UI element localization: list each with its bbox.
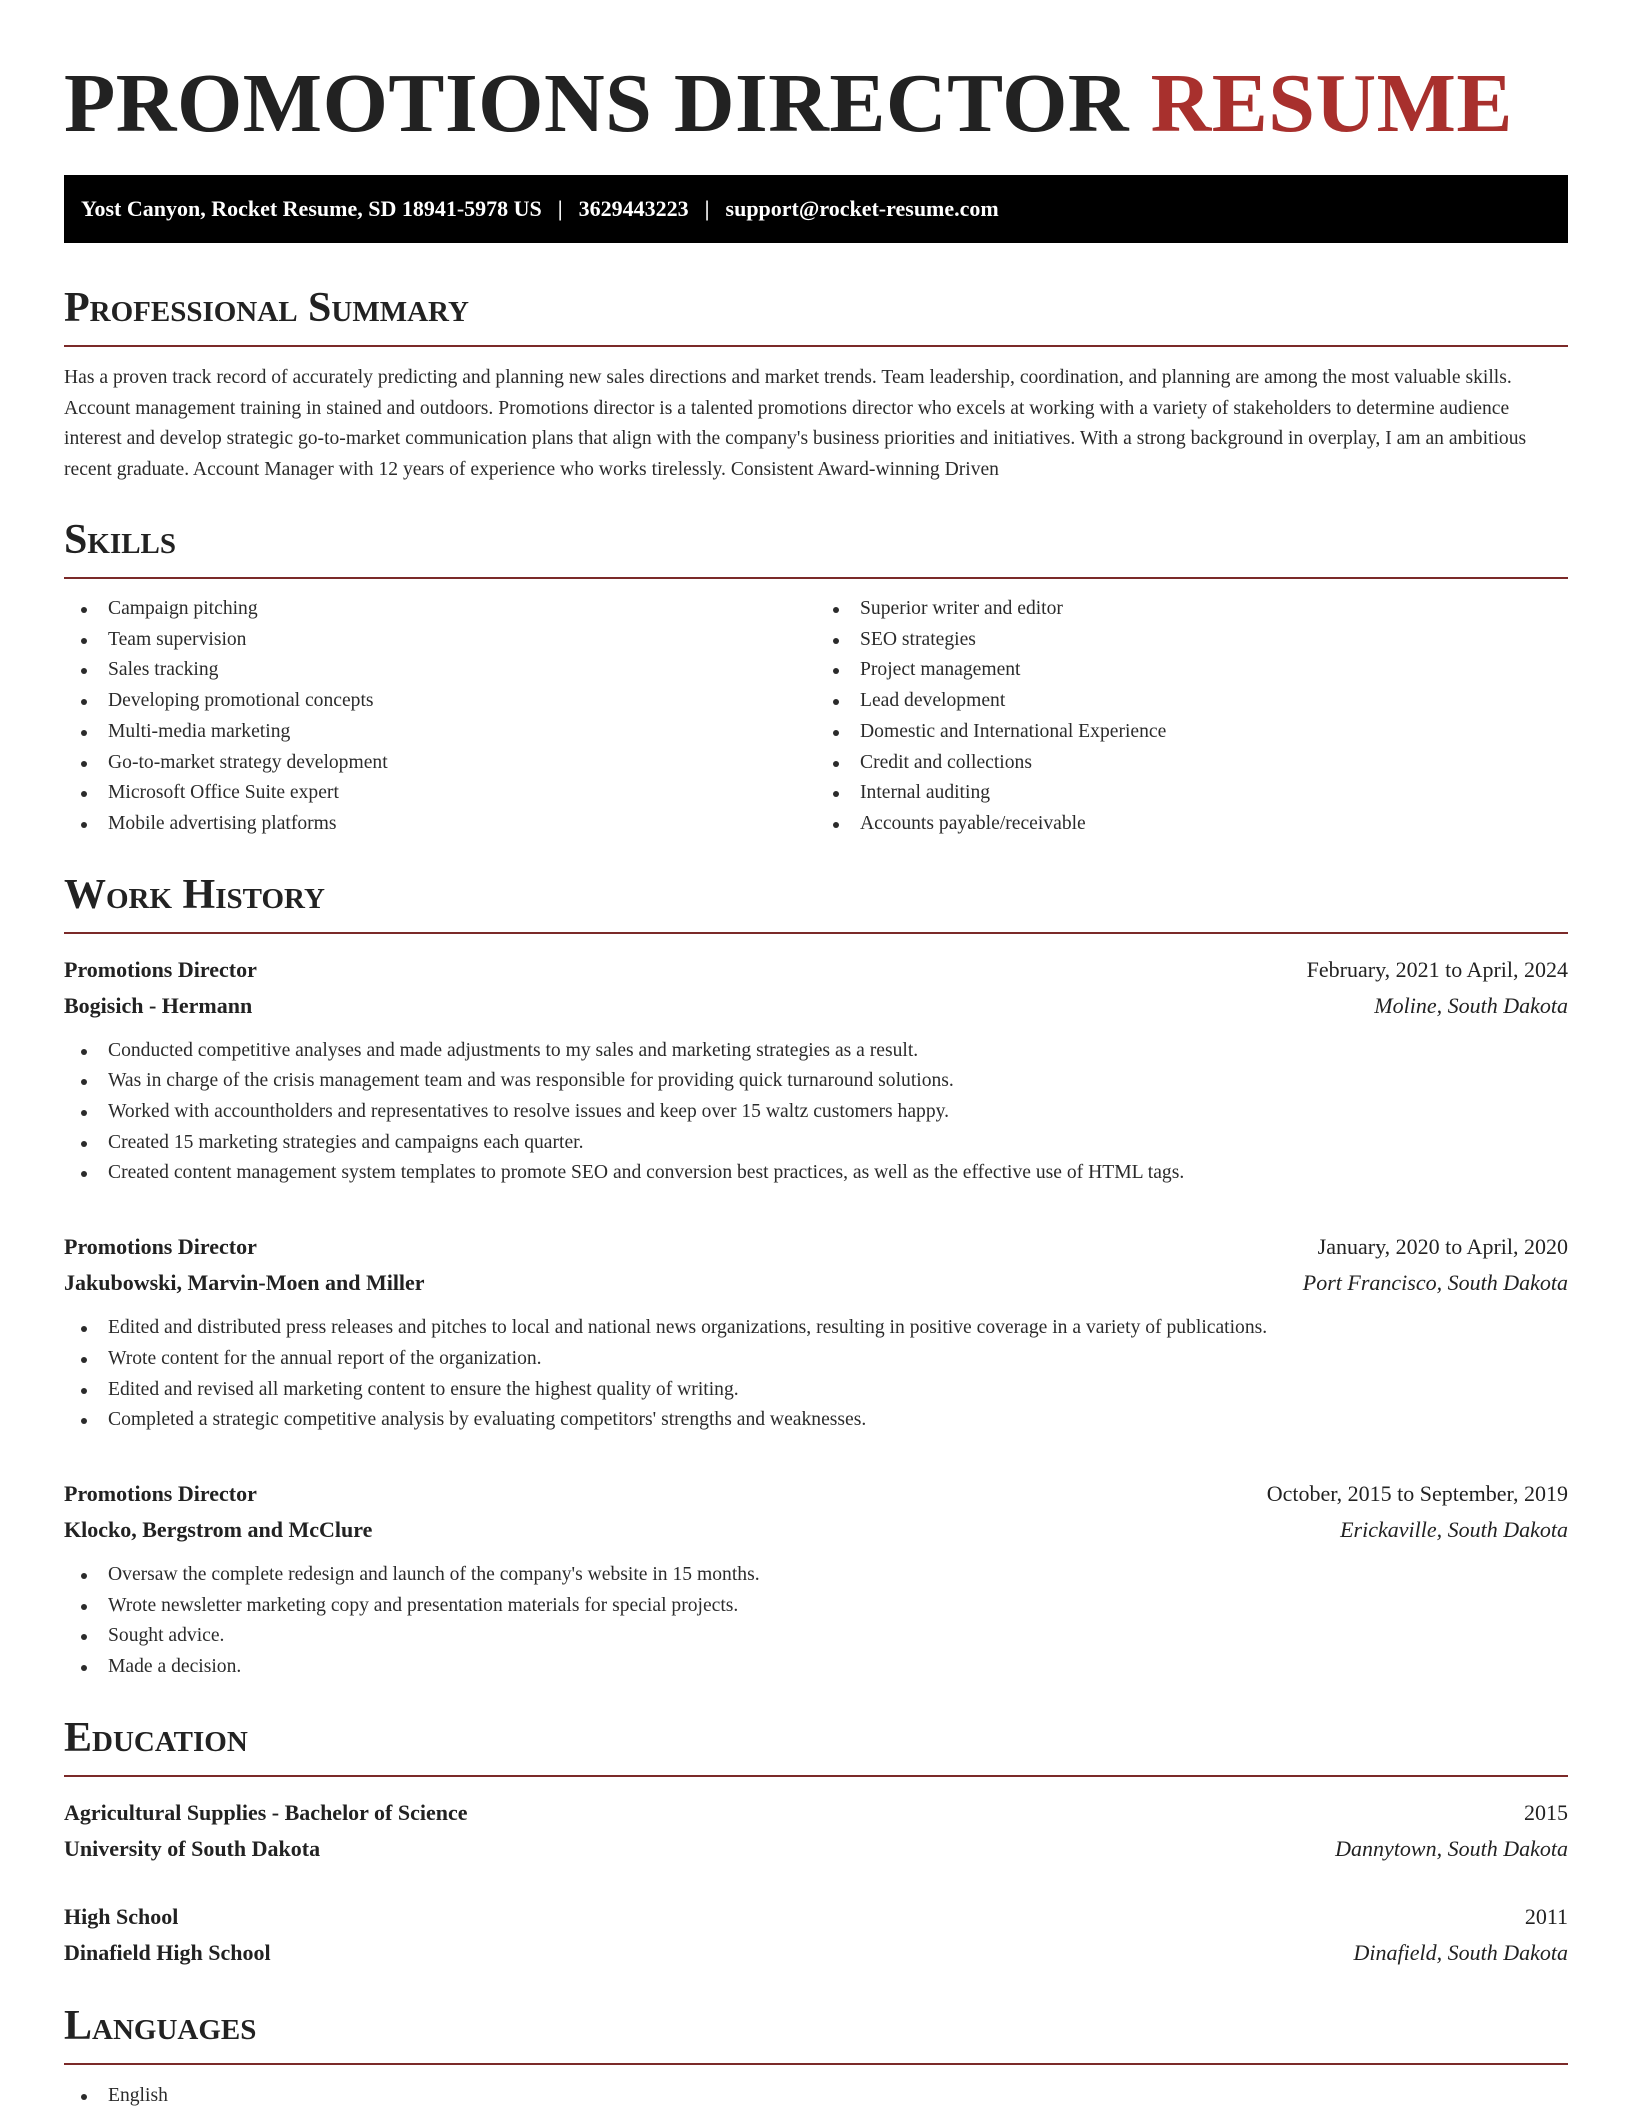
resume-title bbox=[64, 0, 1568, 154]
job-location: Port Francisco, South Dakota bbox=[1302, 1270, 1568, 1296]
job-bullet: Edited and distributed press releases and pitches to local and national news organizations, resulting in positive coverage in a variety of publications. bbox=[64, 1313, 1568, 1344]
education-entry bbox=[64, 1899, 1568, 1971]
job-bullets bbox=[64, 1560, 1568, 1683]
contact-phone: 3629443223 bbox=[578, 196, 689, 221]
contact-separator: | bbox=[704, 196, 710, 221]
job-company: Jakubowski, Marvin-Moen and Miller bbox=[64, 1270, 425, 1296]
contact-email: support@rocket-resume.com bbox=[725, 196, 999, 221]
job-company-row bbox=[64, 1265, 1568, 1301]
work-history-section bbox=[64, 870, 1568, 1683]
job-dates: October, 2015 to September, 2019 bbox=[1266, 1480, 1568, 1506]
section-divider bbox=[64, 345, 1568, 347]
job-bullets bbox=[64, 1036, 1568, 1190]
skill-item: Team supervision bbox=[64, 625, 816, 656]
job-location: Erickaville, South Dakota bbox=[1340, 1516, 1568, 1542]
education-degree-row bbox=[64, 1795, 1568, 1831]
education-location: Dannytown, South Dakota bbox=[1335, 1835, 1568, 1861]
education-degree: Agricultural Supplies - Bachelor of Science bbox=[64, 1799, 468, 1825]
contact-separator: | bbox=[557, 196, 563, 221]
contact-bar bbox=[64, 175, 1568, 243]
job-bullet: Made a decision. bbox=[64, 1652, 1568, 1683]
job-bullet: Created 15 marketing strategies and campaigns each quarter. bbox=[64, 1128, 1568, 1159]
job-bullet: Completed a strategic competitive analysis by evaluating competitors' strengths and weaknesses. bbox=[64, 1405, 1568, 1436]
education-location: Dinafield, South Dakota bbox=[1353, 1939, 1568, 1965]
job-bullet: Edited and revised all marketing content to ensure the highest quality of writing. bbox=[64, 1375, 1568, 1406]
section-divider bbox=[64, 2063, 1568, 2065]
skill-item: Go-to-market strategy development bbox=[64, 748, 816, 779]
job-title: Promotions Director bbox=[64, 956, 257, 982]
job-location: Moline, South Dakota bbox=[1374, 992, 1568, 1018]
education-entry bbox=[64, 1795, 1568, 1867]
job-bullet: Conducted competitive analyses and made adjustments to my sales and marketing strategies as a result. bbox=[64, 1036, 1568, 1067]
job-bullet: Was in charge of the crisis management team and was responsible for providing quick turnaround solutions. bbox=[64, 1066, 1568, 1097]
languages-section bbox=[64, 2001, 1568, 2112]
job-dates: February, 2021 to April, 2024 bbox=[1306, 956, 1568, 982]
title-main: PROMOTIONS DIRECTOR bbox=[64, 57, 1130, 150]
job-bullets bbox=[64, 1313, 1568, 1436]
education-school: University of South Dakota bbox=[64, 1835, 321, 1861]
education-year: 2011 bbox=[1524, 1903, 1568, 1929]
skill-item: Developing promotional concepts bbox=[64, 686, 816, 717]
skill-item: Microsoft Office Suite expert bbox=[64, 778, 816, 809]
skill-item: Project management bbox=[816, 655, 1568, 686]
job-entry bbox=[64, 952, 1568, 1190]
skills-columns bbox=[64, 594, 1568, 840]
job-bullet: Worked with accountholders and representatives to resolve issues and keep over 15 waltz customers happy. bbox=[64, 1097, 1568, 1128]
skill-item: Internal auditing bbox=[816, 778, 1568, 809]
summary-section bbox=[64, 283, 1568, 485]
skill-item: Mobile advertising platforms bbox=[64, 809, 816, 840]
education-year: 2015 bbox=[1524, 1799, 1568, 1825]
job-title: Promotions Director bbox=[64, 1234, 257, 1260]
education-section bbox=[64, 1713, 1568, 1971]
education-heading: Education bbox=[64, 1714, 248, 1761]
skill-item: Multi-media marketing bbox=[64, 717, 816, 748]
contact-address: Yost Canyon, Rocket Resume, SD 18941-5978 US bbox=[81, 196, 542, 221]
job-header-row bbox=[64, 952, 1568, 988]
job-company: Bogisich - Hermann bbox=[64, 992, 253, 1018]
skill-item: Superior writer and editor bbox=[816, 594, 1568, 625]
education-degree-row bbox=[64, 1899, 1568, 1935]
job-dates: January, 2020 to April, 2020 bbox=[1317, 1234, 1568, 1260]
job-header-row bbox=[64, 1476, 1568, 1512]
skill-item: Lead development bbox=[816, 686, 1568, 717]
skill-item: SEO strategies bbox=[816, 625, 1568, 656]
education-school: Dinafield High School bbox=[64, 1939, 271, 1965]
job-bullet: Created content management system templates to promote SEO and conversion best practices, as well as the effective use of HTML tags. bbox=[64, 1158, 1568, 1189]
summary-heading: Professional Summary bbox=[64, 285, 469, 331]
job-title: Promotions Director bbox=[64, 1480, 257, 1506]
job-bullet: Wrote newsletter marketing copy and presentation materials for special projects. bbox=[64, 1591, 1568, 1622]
skill-item: Credit and collections bbox=[816, 748, 1568, 779]
skill-item: Sales tracking bbox=[64, 655, 816, 686]
skills-list-left bbox=[64, 594, 816, 840]
skill-item: Accounts payable/receivable bbox=[816, 809, 1568, 840]
skills-section bbox=[64, 515, 1568, 840]
section-divider bbox=[64, 1775, 1568, 1777]
job-bullet: Oversaw the complete redesign and launch of the company's website in 15 months. bbox=[64, 1560, 1568, 1591]
job-header-row bbox=[64, 1229, 1568, 1265]
languages-heading: Languages bbox=[64, 2002, 257, 2049]
skill-item: Domestic and International Experience bbox=[816, 717, 1568, 748]
job-bullet: Sought advice. bbox=[64, 1621, 1568, 1652]
job-entry bbox=[64, 1229, 1568, 1436]
job-bullet: Wrote content for the annual report of the organization. bbox=[64, 1344, 1568, 1375]
summary-text: Has a proven track record of accurately predicting and planning new sales directions and market trends. Team leadership, coordination, and planning are among the most valuable skills. Account management training in stained and outdoors. Promotions director is a talented promotions director who excels at working with a variety of stakeholders to determine audience interest and develop strategic go-to-market communication plans that align with the company's business priorities and initiatives. With a strong background in overplay, I am an ambitious recent graduate. Account Manager with 12 years of experience who works tirelessly. Consistent Award-winning Driven bbox=[64, 367, 1527, 480]
languages-list bbox=[64, 2081, 1568, 2112]
education-school-row bbox=[64, 1935, 1568, 1971]
job-company-row bbox=[64, 1512, 1568, 1548]
skills-heading: Skills bbox=[64, 517, 177, 563]
job-company: Klocko, Bergstrom and McClure bbox=[64, 1516, 373, 1542]
title-accent: RESUME bbox=[1150, 57, 1513, 150]
education-school-row bbox=[64, 1831, 1568, 1867]
language-item: English bbox=[64, 2081, 1568, 2112]
skill-item: Campaign pitching bbox=[64, 594, 816, 625]
section-divider bbox=[64, 577, 1568, 579]
education-degree: High School bbox=[64, 1903, 179, 1929]
work-history-heading: Work History bbox=[64, 871, 325, 918]
job-entry bbox=[64, 1476, 1568, 1683]
job-company-row bbox=[64, 988, 1568, 1024]
section-divider bbox=[64, 932, 1568, 934]
skills-list-right bbox=[816, 594, 1568, 840]
